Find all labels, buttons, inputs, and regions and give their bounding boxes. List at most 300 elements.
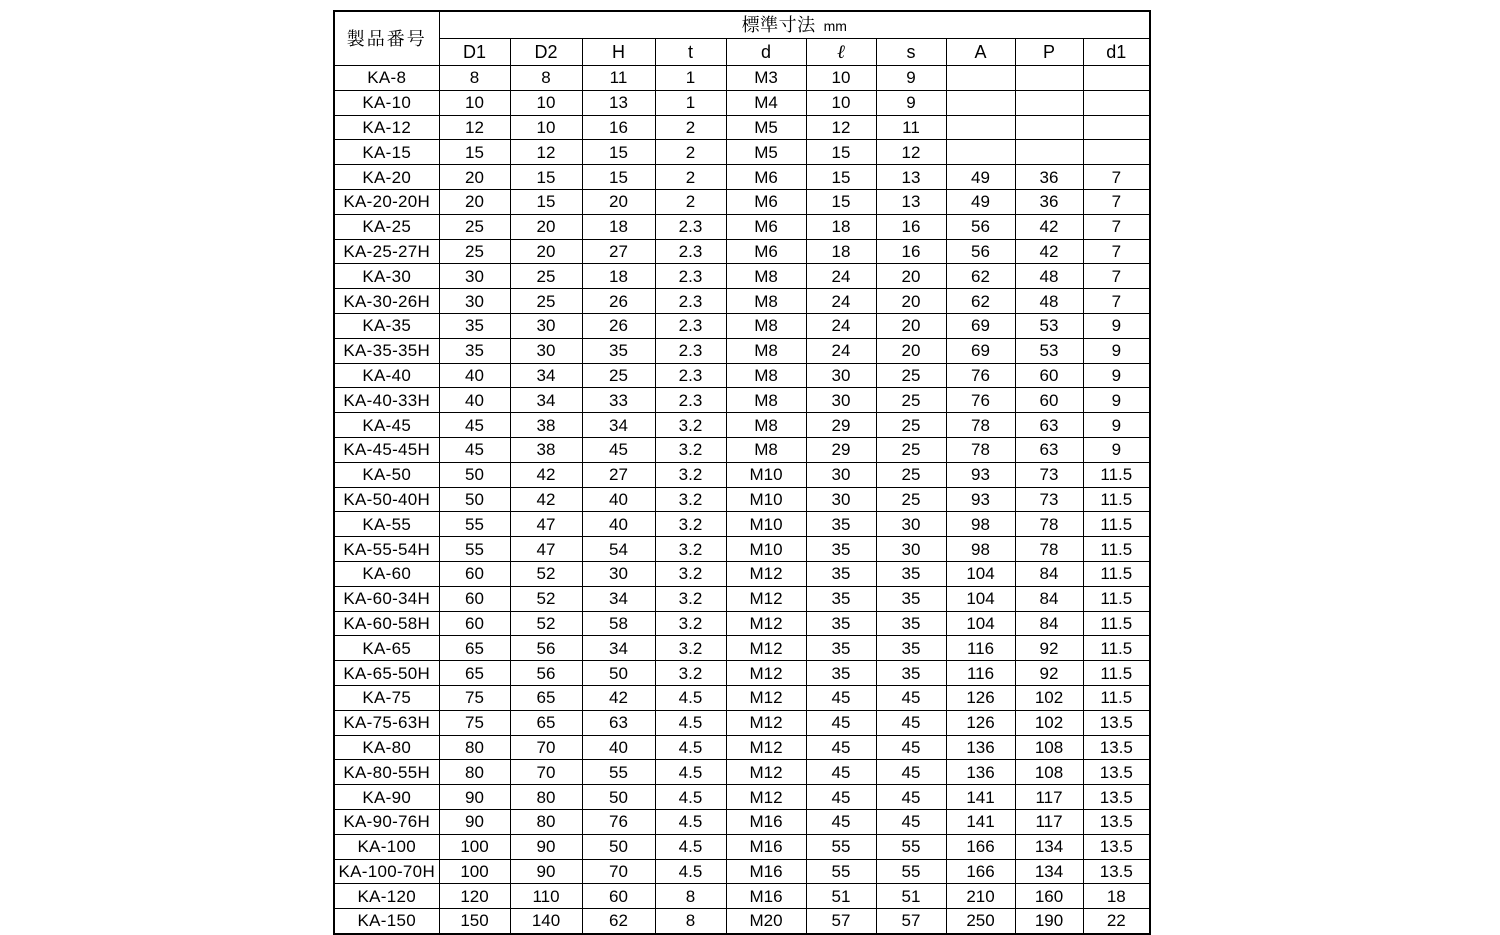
- cell-d: M16: [726, 884, 806, 909]
- cell-D1: 55: [439, 512, 510, 537]
- cell-P: 92: [1015, 636, 1083, 661]
- table-row: [334, 165, 1150, 190]
- cell-A: 69: [946, 338, 1015, 363]
- cell-l: 45: [806, 710, 876, 735]
- cell-t: 8: [655, 884, 726, 909]
- cell-D2: 56: [510, 661, 582, 686]
- cell-H: 40: [582, 487, 655, 512]
- cell-d: M12: [726, 661, 806, 686]
- table-row: [334, 388, 1150, 413]
- cell-H: 20: [582, 189, 655, 214]
- cell-s: 35: [876, 636, 946, 661]
- cell-D2: 10: [510, 115, 582, 140]
- cell-t: 3.2: [655, 586, 726, 611]
- cell-l: 35: [806, 661, 876, 686]
- cell-d1: 13.5: [1083, 859, 1150, 884]
- cell-D1: 12: [439, 115, 510, 140]
- cell-P: 108: [1015, 760, 1083, 785]
- cell-part-number: KA-100-70H: [334, 859, 439, 884]
- column-header-a: A: [946, 39, 1015, 66]
- cell-H: 34: [582, 636, 655, 661]
- cell-t: 2: [655, 115, 726, 140]
- cell-l: 15: [806, 140, 876, 165]
- cell-d1: 11.5: [1083, 512, 1150, 537]
- cell-d: M8: [726, 413, 806, 438]
- cell-D1: 60: [439, 561, 510, 586]
- cell-part-number: KA-20: [334, 165, 439, 190]
- cell-P: 73: [1015, 487, 1083, 512]
- cell-D1: 35: [439, 313, 510, 338]
- cell-t: 2.3: [655, 264, 726, 289]
- cell-A: 166: [946, 834, 1015, 859]
- cell-D2: 65: [510, 710, 582, 735]
- cell-d: M6: [726, 189, 806, 214]
- cell-s: 30: [876, 512, 946, 537]
- cell-part-number: KA-50: [334, 462, 439, 487]
- cell-D2: 20: [510, 214, 582, 239]
- cell-s: 51: [876, 884, 946, 909]
- column-header-part-number: 製品番号: [334, 11, 439, 66]
- cell-A: 104: [946, 586, 1015, 611]
- cell-P: 84: [1015, 586, 1083, 611]
- cell-d1: 7: [1083, 289, 1150, 314]
- table-row: [334, 214, 1150, 239]
- cell-D2: 30: [510, 313, 582, 338]
- cell-A: 49: [946, 165, 1015, 190]
- cell-l: 45: [806, 760, 876, 785]
- cell-t: 2.3: [655, 313, 726, 338]
- cell-s: 25: [876, 462, 946, 487]
- column-header-d1-small: d1: [1083, 39, 1150, 66]
- cell-D1: 10: [439, 90, 510, 115]
- table-row: [334, 710, 1150, 735]
- cell-A: 136: [946, 760, 1015, 785]
- cell-d: M12: [726, 760, 806, 785]
- cell-A: 49: [946, 189, 1015, 214]
- cell-A: 250: [946, 909, 1015, 934]
- cell-P: 117: [1015, 809, 1083, 834]
- cell-A: 141: [946, 785, 1015, 810]
- cell-D1: 75: [439, 710, 510, 735]
- table-row: [334, 115, 1150, 140]
- table-row: [334, 437, 1150, 462]
- cell-H: 42: [582, 685, 655, 710]
- table-row: [334, 313, 1150, 338]
- cell-d1: 13.5: [1083, 809, 1150, 834]
- cell-D2: 52: [510, 586, 582, 611]
- cell-t: 4.5: [655, 735, 726, 760]
- cell-A: 141: [946, 809, 1015, 834]
- cell-D1: 35: [439, 338, 510, 363]
- cell-l: 51: [806, 884, 876, 909]
- cell-d: M16: [726, 859, 806, 884]
- column-header-h: H: [582, 39, 655, 66]
- cell-A: 56: [946, 239, 1015, 264]
- cell-D2: 30: [510, 338, 582, 363]
- cell-D2: 25: [510, 264, 582, 289]
- cell-d1: 18: [1083, 884, 1150, 909]
- cell-A: 116: [946, 636, 1015, 661]
- table-row: [334, 809, 1150, 834]
- cell-part-number: KA-25: [334, 214, 439, 239]
- cell-part-number: KA-60-34H: [334, 586, 439, 611]
- cell-part-number: KA-100: [334, 834, 439, 859]
- cell-d1: 13.5: [1083, 834, 1150, 859]
- cell-D1: 45: [439, 437, 510, 462]
- cell-part-number: KA-15: [334, 140, 439, 165]
- cell-A: 93: [946, 462, 1015, 487]
- cell-l: 29: [806, 413, 876, 438]
- cell-t: 3.2: [655, 413, 726, 438]
- cell-D1: 60: [439, 611, 510, 636]
- cell-d: M8: [726, 388, 806, 413]
- cell-s: 35: [876, 561, 946, 586]
- cell-part-number: KA-30-26H: [334, 289, 439, 314]
- cell-part-number: KA-35: [334, 313, 439, 338]
- cell-A: 116: [946, 661, 1015, 686]
- cell-part-number: KA-75: [334, 685, 439, 710]
- cell-part-number: KA-35-35H: [334, 338, 439, 363]
- cell-s: 13: [876, 165, 946, 190]
- cell-P: [1015, 66, 1083, 91]
- table-row: [334, 512, 1150, 537]
- cell-D1: 40: [439, 388, 510, 413]
- cell-t: 2: [655, 189, 726, 214]
- cell-D1: 20: [439, 189, 510, 214]
- cell-D1: 90: [439, 809, 510, 834]
- cell-H: 15: [582, 140, 655, 165]
- cell-d: M12: [726, 611, 806, 636]
- cell-part-number: KA-120: [334, 884, 439, 909]
- cell-l: 10: [806, 90, 876, 115]
- cell-l: 35: [806, 537, 876, 562]
- cell-d1: 9: [1083, 388, 1150, 413]
- cell-t: 2.3: [655, 338, 726, 363]
- cell-l: 45: [806, 785, 876, 810]
- cell-H: 11: [582, 66, 655, 91]
- cell-D2: 42: [510, 462, 582, 487]
- cell-A: 56: [946, 214, 1015, 239]
- cell-part-number: KA-45-45H: [334, 437, 439, 462]
- header-row-group: [334, 11, 1150, 39]
- table-row: [334, 859, 1150, 884]
- cell-A: 62: [946, 264, 1015, 289]
- cell-d1: 11.5: [1083, 487, 1150, 512]
- cell-D2: 90: [510, 859, 582, 884]
- cell-t: 3.2: [655, 636, 726, 661]
- cell-D1: 55: [439, 537, 510, 562]
- group-header-text: 標準寸法: [741, 15, 816, 35]
- cell-A: 126: [946, 710, 1015, 735]
- cell-t: 1: [655, 90, 726, 115]
- cell-H: 63: [582, 710, 655, 735]
- cell-A: 76: [946, 388, 1015, 413]
- cell-A: 104: [946, 611, 1015, 636]
- cell-part-number: KA-80: [334, 735, 439, 760]
- cell-D1: 100: [439, 859, 510, 884]
- cell-d1: [1083, 90, 1150, 115]
- column-header-p: P: [1015, 39, 1083, 66]
- cell-H: 34: [582, 413, 655, 438]
- cell-s: 25: [876, 487, 946, 512]
- cell-D1: 25: [439, 214, 510, 239]
- cell-d: M8: [726, 289, 806, 314]
- cell-s: 11: [876, 115, 946, 140]
- cell-A: 78: [946, 437, 1015, 462]
- cell-d1: 9: [1083, 338, 1150, 363]
- cell-t: 3.2: [655, 561, 726, 586]
- cell-s: 9: [876, 90, 946, 115]
- cell-s: 35: [876, 586, 946, 611]
- cell-d: M8: [726, 363, 806, 388]
- cell-D2: 80: [510, 785, 582, 810]
- table-row: [334, 884, 1150, 909]
- cell-t: 2.3: [655, 214, 726, 239]
- cell-d1: 13.5: [1083, 785, 1150, 810]
- cell-A: 69: [946, 313, 1015, 338]
- cell-l: 30: [806, 462, 876, 487]
- group-header-unit: mm: [823, 18, 847, 34]
- cell-A: 98: [946, 512, 1015, 537]
- cell-t: 4.5: [655, 710, 726, 735]
- cell-D2: 10: [510, 90, 582, 115]
- cell-D2: 52: [510, 611, 582, 636]
- cell-H: 25: [582, 363, 655, 388]
- table-row: [334, 140, 1150, 165]
- cell-P: 190: [1015, 909, 1083, 934]
- cell-l: 10: [806, 66, 876, 91]
- cell-H: 40: [582, 735, 655, 760]
- cell-A: 78: [946, 413, 1015, 438]
- cell-part-number: KA-10: [334, 90, 439, 115]
- cell-d1: 9: [1083, 413, 1150, 438]
- cell-d1: 7: [1083, 189, 1150, 214]
- cell-P: 60: [1015, 388, 1083, 413]
- cell-l: 12: [806, 115, 876, 140]
- cell-P: 78: [1015, 512, 1083, 537]
- table-row: [334, 661, 1150, 686]
- cell-t: 4.5: [655, 809, 726, 834]
- cell-D1: 40: [439, 363, 510, 388]
- cell-d: M10: [726, 487, 806, 512]
- cell-D2: 34: [510, 388, 582, 413]
- cell-H: 76: [582, 809, 655, 834]
- table-row: [334, 834, 1150, 859]
- cell-D1: 75: [439, 685, 510, 710]
- cell-D2: 47: [510, 512, 582, 537]
- cell-d1: 11.5: [1083, 586, 1150, 611]
- cell-part-number: KA-8: [334, 66, 439, 91]
- cell-H: 18: [582, 264, 655, 289]
- cell-D1: 120: [439, 884, 510, 909]
- cell-l: 15: [806, 189, 876, 214]
- cell-D1: 150: [439, 909, 510, 934]
- table-row: [334, 289, 1150, 314]
- cell-d1: 11.5: [1083, 661, 1150, 686]
- cell-s: 45: [876, 760, 946, 785]
- cell-t: 3.2: [655, 487, 726, 512]
- cell-D2: 70: [510, 760, 582, 785]
- cell-t: 2.3: [655, 363, 726, 388]
- table-row: [334, 264, 1150, 289]
- cell-H: 50: [582, 785, 655, 810]
- cell-d: M3: [726, 66, 806, 91]
- cell-A: [946, 115, 1015, 140]
- cell-d1: 11.5: [1083, 561, 1150, 586]
- cell-D2: 15: [510, 189, 582, 214]
- cell-s: 45: [876, 685, 946, 710]
- cell-P: 53: [1015, 313, 1083, 338]
- cell-part-number: KA-90: [334, 785, 439, 810]
- cell-d: M12: [726, 636, 806, 661]
- header-row-subcolumns: [334, 39, 1150, 66]
- cell-l: 35: [806, 611, 876, 636]
- cell-P: 60: [1015, 363, 1083, 388]
- cell-H: 30: [582, 561, 655, 586]
- cell-part-number: KA-30: [334, 264, 439, 289]
- table-row: [334, 909, 1150, 934]
- cell-l: 45: [806, 809, 876, 834]
- cell-part-number: KA-80-55H: [334, 760, 439, 785]
- cell-P: 48: [1015, 264, 1083, 289]
- cell-d: M6: [726, 239, 806, 264]
- cell-d1: 7: [1083, 214, 1150, 239]
- cell-part-number: KA-40: [334, 363, 439, 388]
- cell-t: 3.2: [655, 462, 726, 487]
- cell-d: M10: [726, 537, 806, 562]
- cell-D2: 70: [510, 735, 582, 760]
- cell-H: 27: [582, 462, 655, 487]
- cell-d: M12: [726, 710, 806, 735]
- table-row: [334, 239, 1150, 264]
- cell-d: M12: [726, 785, 806, 810]
- cell-s: 30: [876, 537, 946, 562]
- cell-d: M6: [726, 214, 806, 239]
- cell-H: 55: [582, 760, 655, 785]
- cell-H: 26: [582, 313, 655, 338]
- cell-l: 30: [806, 363, 876, 388]
- cell-part-number: KA-55-54H: [334, 537, 439, 562]
- cell-H: 34: [582, 586, 655, 611]
- cell-D2: 52: [510, 561, 582, 586]
- column-header-d2: D2: [510, 39, 582, 66]
- cell-l: 35: [806, 636, 876, 661]
- cell-P: 63: [1015, 437, 1083, 462]
- cell-D1: 65: [439, 636, 510, 661]
- cell-H: 70: [582, 859, 655, 884]
- cell-D2: 38: [510, 437, 582, 462]
- cell-l: 24: [806, 264, 876, 289]
- cell-s: 20: [876, 289, 946, 314]
- cell-d: M20: [726, 909, 806, 934]
- cell-D2: 65: [510, 685, 582, 710]
- cell-H: 62: [582, 909, 655, 934]
- cell-D1: 60: [439, 586, 510, 611]
- cell-H: 26: [582, 289, 655, 314]
- cell-part-number: KA-65: [334, 636, 439, 661]
- cell-D1: 100: [439, 834, 510, 859]
- cell-D1: 90: [439, 785, 510, 810]
- cell-H: 50: [582, 834, 655, 859]
- cell-d1: 22: [1083, 909, 1150, 934]
- cell-d1: 9: [1083, 313, 1150, 338]
- cell-A: [946, 66, 1015, 91]
- cell-D2: 25: [510, 289, 582, 314]
- cell-l: 30: [806, 487, 876, 512]
- cell-P: [1015, 90, 1083, 115]
- cell-A: 98: [946, 537, 1015, 562]
- cell-part-number: KA-12: [334, 115, 439, 140]
- cell-D1: 45: [439, 413, 510, 438]
- cell-part-number: KA-45: [334, 413, 439, 438]
- column-header-standard-dimensions: [439, 11, 1150, 39]
- table-row: [334, 462, 1150, 487]
- cell-d: M8: [726, 264, 806, 289]
- cell-s: 25: [876, 363, 946, 388]
- cell-d: M5: [726, 140, 806, 165]
- cell-A: 76: [946, 363, 1015, 388]
- cell-P: 102: [1015, 710, 1083, 735]
- table-row: [334, 785, 1150, 810]
- standard-dimensions-table: [333, 10, 1151, 935]
- cell-D1: 30: [439, 289, 510, 314]
- cell-s: 25: [876, 413, 946, 438]
- cell-P: 102: [1015, 685, 1083, 710]
- cell-P: [1015, 140, 1083, 165]
- table-body: [334, 66, 1150, 934]
- cell-t: 2.3: [655, 239, 726, 264]
- cell-s: 20: [876, 338, 946, 363]
- cell-d1: 7: [1083, 239, 1150, 264]
- cell-P: 92: [1015, 661, 1083, 686]
- cell-l: 24: [806, 289, 876, 314]
- table-row: [334, 760, 1150, 785]
- cell-l: 55: [806, 859, 876, 884]
- cell-d1: 7: [1083, 264, 1150, 289]
- cell-D1: 20: [439, 165, 510, 190]
- column-header-t: t: [655, 39, 726, 66]
- cell-H: 58: [582, 611, 655, 636]
- cell-D1: 25: [439, 239, 510, 264]
- table-header: [334, 11, 1150, 66]
- cell-d: M12: [726, 561, 806, 586]
- cell-d: M12: [726, 685, 806, 710]
- cell-P: 134: [1015, 834, 1083, 859]
- cell-d1: 9: [1083, 363, 1150, 388]
- cell-l: 15: [806, 165, 876, 190]
- cell-P: 78: [1015, 537, 1083, 562]
- cell-l: 30: [806, 388, 876, 413]
- cell-d1: [1083, 66, 1150, 91]
- cell-D2: 20: [510, 239, 582, 264]
- cell-part-number: KA-150: [334, 909, 439, 934]
- cell-t: 4.5: [655, 760, 726, 785]
- cell-P: 36: [1015, 165, 1083, 190]
- cell-D2: 80: [510, 809, 582, 834]
- cell-P: [1015, 115, 1083, 140]
- cell-d: M4: [726, 90, 806, 115]
- column-header-d1: D1: [439, 39, 510, 66]
- table-row: [334, 561, 1150, 586]
- cell-P: 48: [1015, 289, 1083, 314]
- cell-H: 27: [582, 239, 655, 264]
- table-row: [334, 636, 1150, 661]
- cell-t: 2.3: [655, 289, 726, 314]
- cell-P: 84: [1015, 561, 1083, 586]
- cell-t: 4.5: [655, 834, 726, 859]
- cell-d1: 11.5: [1083, 537, 1150, 562]
- cell-l: 35: [806, 512, 876, 537]
